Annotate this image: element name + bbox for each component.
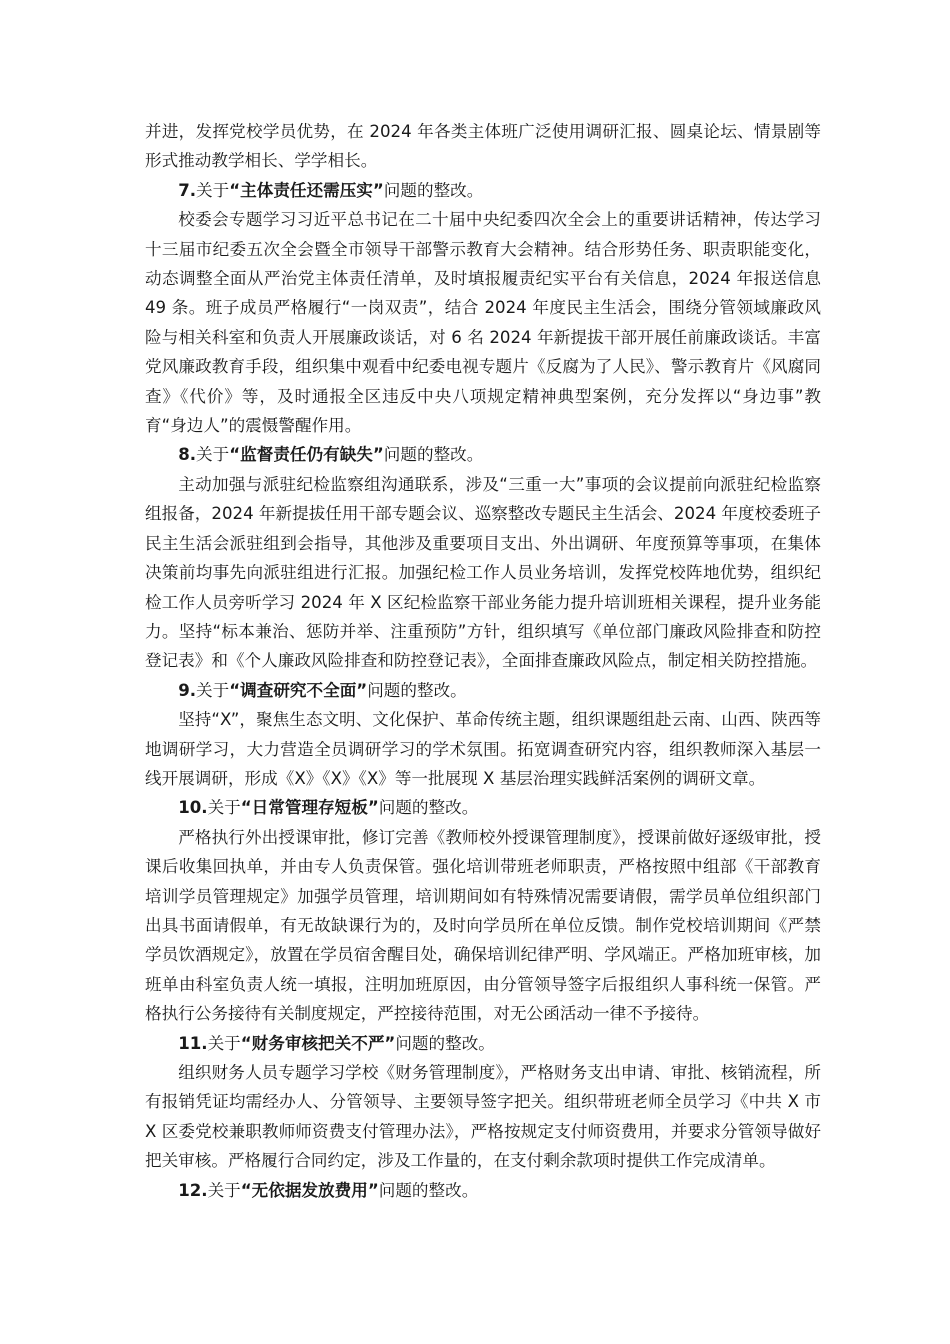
heading-prefix: 关于 — [196, 445, 230, 465]
heading-suffix: 问题的整改。 — [383, 180, 484, 200]
heading-suffix: 问题的整改。 — [378, 1180, 479, 1200]
heading-topic: “日常管理存短板” — [240, 798, 379, 818]
heading-prefix: 关于 — [196, 680, 230, 700]
heading-number: 12. — [178, 1180, 208, 1200]
heading-prefix: 关于 — [196, 180, 230, 200]
heading-topic: “财务审核把关不严” — [240, 1033, 396, 1053]
section-heading-10 — [145, 793, 821, 822]
paragraph-section-8: 主动加强与派驻纪检监察组沟通联系，涉及“三重一大”事项的会议提前向派驻纪检监察组报备，2024 年新提拔任用干部专题会议、巡察整改专题民主生活会、2024 年度校委班子民主生活会派驻组到会指导，其他涉及重要项目支出、外出调研、年度预算等事项，在集体决策前均事先向派驻组进行汇报。加强纪检工作人员业务培训，发挥党校阵地优势，组织纪检工作人员旁听学习 2024 年 X 区纪检监察干部业务能力提升培训班相关课程，提升业务能力。坚持“标本兼治、惩防并举、注重预防”方针，组织填写《单位部门廉政风险排查和防控登记表》和《个人廉政风险排查和防控登记表》，全面排查廉政风险点，制定相关防控措施。 — [145, 474, 821, 671]
paragraph-section-9: 坚持“X”，聚焦生态文明、文化保护、革命传统主题，组织课题组赴云南、山西、陕西等地调研学习，大力营造全员调研学习的学术氛围。拓宽调查研究内容，组织教师深入基层一线开展调研，形成《X》《X》《X》等一批展现 X 基层治理实践鲜活案例的调研文章。 — [145, 710, 821, 788]
heading-number: 9. — [178, 680, 197, 700]
paragraph-section-11: 组织财务人员专题学习学校《财务管理制度》，严格财务支出申请、审批、核销流程，所有报销凭证均需经办人、分管领导、主要领导签字把关。组织带班老师全员学习《中共 X 市 X 区委党校兼职教师师资费支付管理办法》，严格按规定支付师资费用，并要求分管领导做好把关审核。严格履行合同约定，涉及工作量的，在支付剩余款项时提供工作完成清单。 — [145, 1063, 821, 1171]
heading-suffix: 问题的整改。 — [367, 680, 467, 700]
paragraph-section-10: 严格执行外出授课审批，修订完善《教师校外授课管理制度》，授课前做好逐级审批，授课后收集回执单，并由专人负责保管。强化培训带班老师职责，严格按照中组部《干部教育培训学员管理规定》加强学员管理，培训期间如有特殊情况需要请假，需学员单位组织部门出具书面请假单，有无故缺课行为的，及时向学员所在单位反馈。制作党校培训期间《严禁学员饮酒规定》，放置在学员宿舍醒目处，确保培训纪律严明、学风端正。严格加班审核，加班单由科室负责人统一填报，注明加班原因，由分管领导签字后报组织人事科统一保管。严格执行公务接待有关制度规定，严控接待范围，对无公函活动一律不予接待。 — [145, 827, 821, 1024]
heading-number: 8. — [178, 445, 197, 465]
section-heading-12 — [145, 1176, 821, 1205]
heading-number: 7. — [178, 180, 197, 200]
heading-topic: “监督责任仍有缺失” — [229, 445, 384, 465]
heading-number: 11. — [178, 1033, 208, 1053]
heading-number: 10. — [178, 798, 208, 818]
heading-topic: “主体责任还需压实” — [229, 180, 384, 200]
heading-prefix: 关于 — [207, 1180, 241, 1200]
heading-topic: “无依据发放费用” — [240, 1180, 379, 1200]
heading-prefix: 关于 — [207, 1033, 241, 1053]
heading-suffix: 问题的整改。 — [395, 1033, 495, 1053]
paragraph-continuation: 并进，发挥党校学员优势，在 2024 年各类主体班广泛使用调研汇报、圆桌论坛、情景剧等形式推动教学相长、学学相长。 — [145, 122, 821, 171]
heading-suffix: 问题的整改。 — [383, 445, 484, 465]
document-body — [145, 117, 821, 1205]
section-heading-9 — [145, 676, 821, 705]
heading-suffix: 问题的整改。 — [378, 798, 479, 818]
section-heading-11 — [145, 1029, 821, 1058]
paragraph-section-7: 校委会专题学习习近平总书记在二十届中央纪委四次全会上的重要讲话精神，传达学习十三届市纪委五次全会暨全市领导干部警示教育大会精神。结合形势任务、职责职能变化，动态调整全面从严治党主体责任清单，及时填报履责纪实平台有关信息，2024 年报送信息 49 条。班子成员严格履行“一岗双责”，结合 2024 年度民主生活会，围绕分管领域廉政风险与相关科室和负责人开展廉政谈话，对 6 名 2024 年新提拔干部开展任前廉政谈话。丰富党风廉政教育手段，组织集中观看中纪委电视专题片《反腐为了人民》、警示教育片《风腐同查》《代价》等，及时通报全区违反中央八项规定精神典型案例，充分发挥以“身边事”教育“身边人”的震慑警醒作用。 — [145, 210, 821, 436]
heading-topic: “调查研究不全面” — [229, 680, 368, 700]
heading-prefix: 关于 — [207, 798, 241, 818]
section-heading-7 — [145, 176, 821, 205]
section-heading-8 — [145, 440, 821, 469]
